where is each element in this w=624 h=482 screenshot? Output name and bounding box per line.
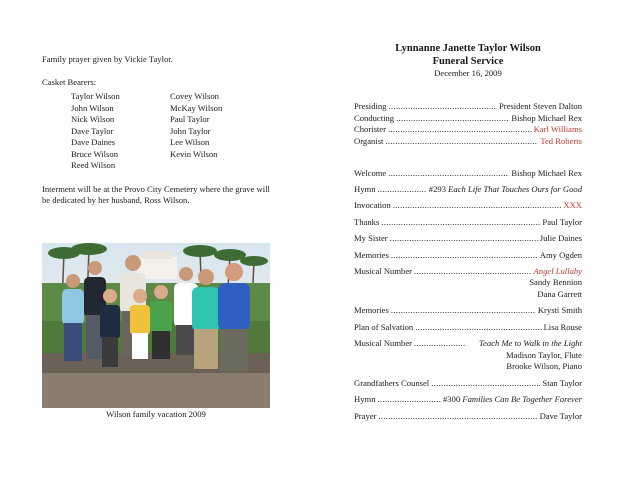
- bearer-name: John Taylor: [170, 125, 211, 136]
- program-value: Amy Ogden: [539, 249, 582, 260]
- bearer-name: Dave Taylor: [71, 125, 114, 136]
- program-row-memories: [354, 250, 582, 262]
- program-label: Prayer: [354, 410, 377, 421]
- leader-dots: [381, 217, 540, 228]
- right-page: [354, 42, 582, 427]
- officer-row-conducting: [354, 113, 582, 125]
- bearer-name: Paul Taylor: [170, 114, 210, 125]
- casket-bearers-title: Casket Bearers:: [42, 77, 97, 88]
- leader-dots: [388, 101, 496, 112]
- performer-name: Madison Taylor, Flute: [506, 349, 582, 360]
- performer-name: Brooke Wilson, Piano: [506, 361, 582, 372]
- program-value: [443, 394, 582, 405]
- program-row-grandfathers-counsel: [354, 378, 582, 390]
- casket-bearers-list: [71, 91, 272, 172]
- program-row-prayer: [354, 411, 582, 423]
- bearer-name: Dave Daines: [71, 137, 116, 148]
- program-value: Paul Taylor: [542, 216, 582, 227]
- program-value: Julie Daines: [539, 233, 582, 244]
- officer-label: Chorister: [354, 124, 386, 135]
- leader-dots: [388, 168, 509, 179]
- leader-dots: [378, 411, 537, 422]
- program-label: Memories: [354, 305, 389, 316]
- program-label: Memories: [354, 249, 389, 260]
- photo-caption: Wilson family vacation 2009: [106, 409, 206, 419]
- officer-row-presiding: [354, 101, 582, 113]
- leader-dots: [377, 394, 441, 405]
- spacer: [354, 148, 582, 168]
- interment-note: Interment will be at the Provo City Cemetery where the grave will be dedicated by her husband, Ross Wilson.: [42, 183, 270, 206]
- officer-value: Ted Roberts: [540, 135, 582, 146]
- bearers-column-1: [71, 91, 170, 172]
- program-value: [429, 184, 582, 195]
- officer-row-chorister: [354, 124, 582, 136]
- officers-list: [354, 101, 582, 147]
- leader-dots: [391, 305, 536, 316]
- bearer-name: McKay Wilson: [170, 102, 223, 113]
- officer-value: Karl Williams: [533, 124, 582, 135]
- program-row-thanks: [354, 217, 582, 229]
- program-label: Musical Number: [354, 265, 412, 276]
- program-value: XXX: [563, 200, 582, 211]
- performer-name: Dana Garrett: [537, 289, 582, 300]
- hymn-number: #300: [442, 394, 461, 405]
- program-row-hymn: [354, 394, 582, 406]
- program-label: Hymn: [354, 183, 376, 194]
- hymn-title: Families Can Be Together Forever: [462, 394, 582, 405]
- bearer-name: Taylor Wilson: [71, 91, 120, 102]
- leader-dots: [415, 322, 541, 333]
- song-title: Teach Me to Walk in the Light: [479, 338, 582, 349]
- left-page: [42, 54, 272, 218]
- program-list: [354, 168, 582, 423]
- program-row-musical-number: [354, 266, 582, 278]
- program-label: Thanks: [354, 216, 380, 227]
- officer-label: Presiding: [354, 101, 387, 112]
- program-value: Bishop Michael Rex: [511, 167, 582, 178]
- program-value: Krysti Smith: [537, 305, 582, 316]
- leader-dots: [393, 200, 562, 211]
- program-row-memories: [354, 305, 582, 317]
- bearer-name: Reed Wilson: [71, 160, 116, 171]
- leader-dots: [414, 266, 532, 277]
- program-row-sister: [354, 233, 582, 245]
- bearer-name: Kevin Wilson: [170, 148, 218, 159]
- family-photo: [42, 243, 270, 408]
- program-row-hymn: [354, 184, 582, 196]
- family-prayer-note: Family prayer given by Vickie Taylor.: [42, 54, 173, 64]
- program-label: Welcome: [354, 167, 387, 178]
- bearer-name: Covey Wilson: [170, 91, 219, 102]
- program-label: My Sister: [354, 233, 388, 244]
- program-row-plan-of-salvation: [354, 322, 582, 334]
- performer-name: Sandy Bennion: [529, 277, 582, 288]
- program-label: Invocation: [354, 200, 391, 211]
- leader-dots: [390, 233, 538, 244]
- program-value: Lisa Rouse: [543, 321, 582, 332]
- officer-value: President Steven Dalton: [498, 101, 582, 112]
- bearer-name: John Wilson: [71, 102, 114, 113]
- program-label: Musical Number: [354, 338, 412, 349]
- service-title: Funeral Service: [432, 56, 504, 67]
- leader-dots: [414, 338, 466, 349]
- bearer-name: Bruce Wilson: [71, 148, 118, 159]
- leader-dots: [391, 250, 538, 261]
- program-label: Plan of Salvation: [354, 321, 414, 332]
- hymn-title: Each Life That Touches Ours for Good: [448, 183, 582, 194]
- program-row-musical-number: [354, 338, 582, 350]
- program-row-welcome: [354, 168, 582, 180]
- officer-label: Organist: [354, 135, 384, 146]
- program-value: Stan Taylor: [542, 377, 582, 388]
- leader-dots: [431, 378, 540, 389]
- bearer-name: Nick Wilson: [71, 114, 115, 125]
- song-title: Angel Lullaby: [533, 265, 582, 276]
- bearers-column-2: [170, 91, 269, 172]
- leader-dots: [377, 184, 426, 195]
- hymn-number: #293: [428, 183, 446, 194]
- officer-row-organist: [354, 136, 582, 148]
- leader-dots: [385, 136, 538, 147]
- officer-label: Conducting: [354, 112, 395, 123]
- program-label: Hymn: [354, 394, 376, 405]
- leader-dots: [396, 113, 509, 124]
- program-row-invocation: [354, 200, 582, 212]
- program-value: Dave Taylor: [539, 410, 582, 421]
- bearer-name: Lee Wilson: [170, 137, 210, 148]
- officer-value: Bishop Michael Rex: [511, 112, 582, 123]
- deceased-name: Lynnanne Janette Taylor Wilson: [395, 43, 541, 54]
- service-date: December 16, 2009: [434, 68, 502, 78]
- program-label: Grandfathers Counsel: [354, 377, 430, 388]
- leader-dots: [388, 124, 532, 135]
